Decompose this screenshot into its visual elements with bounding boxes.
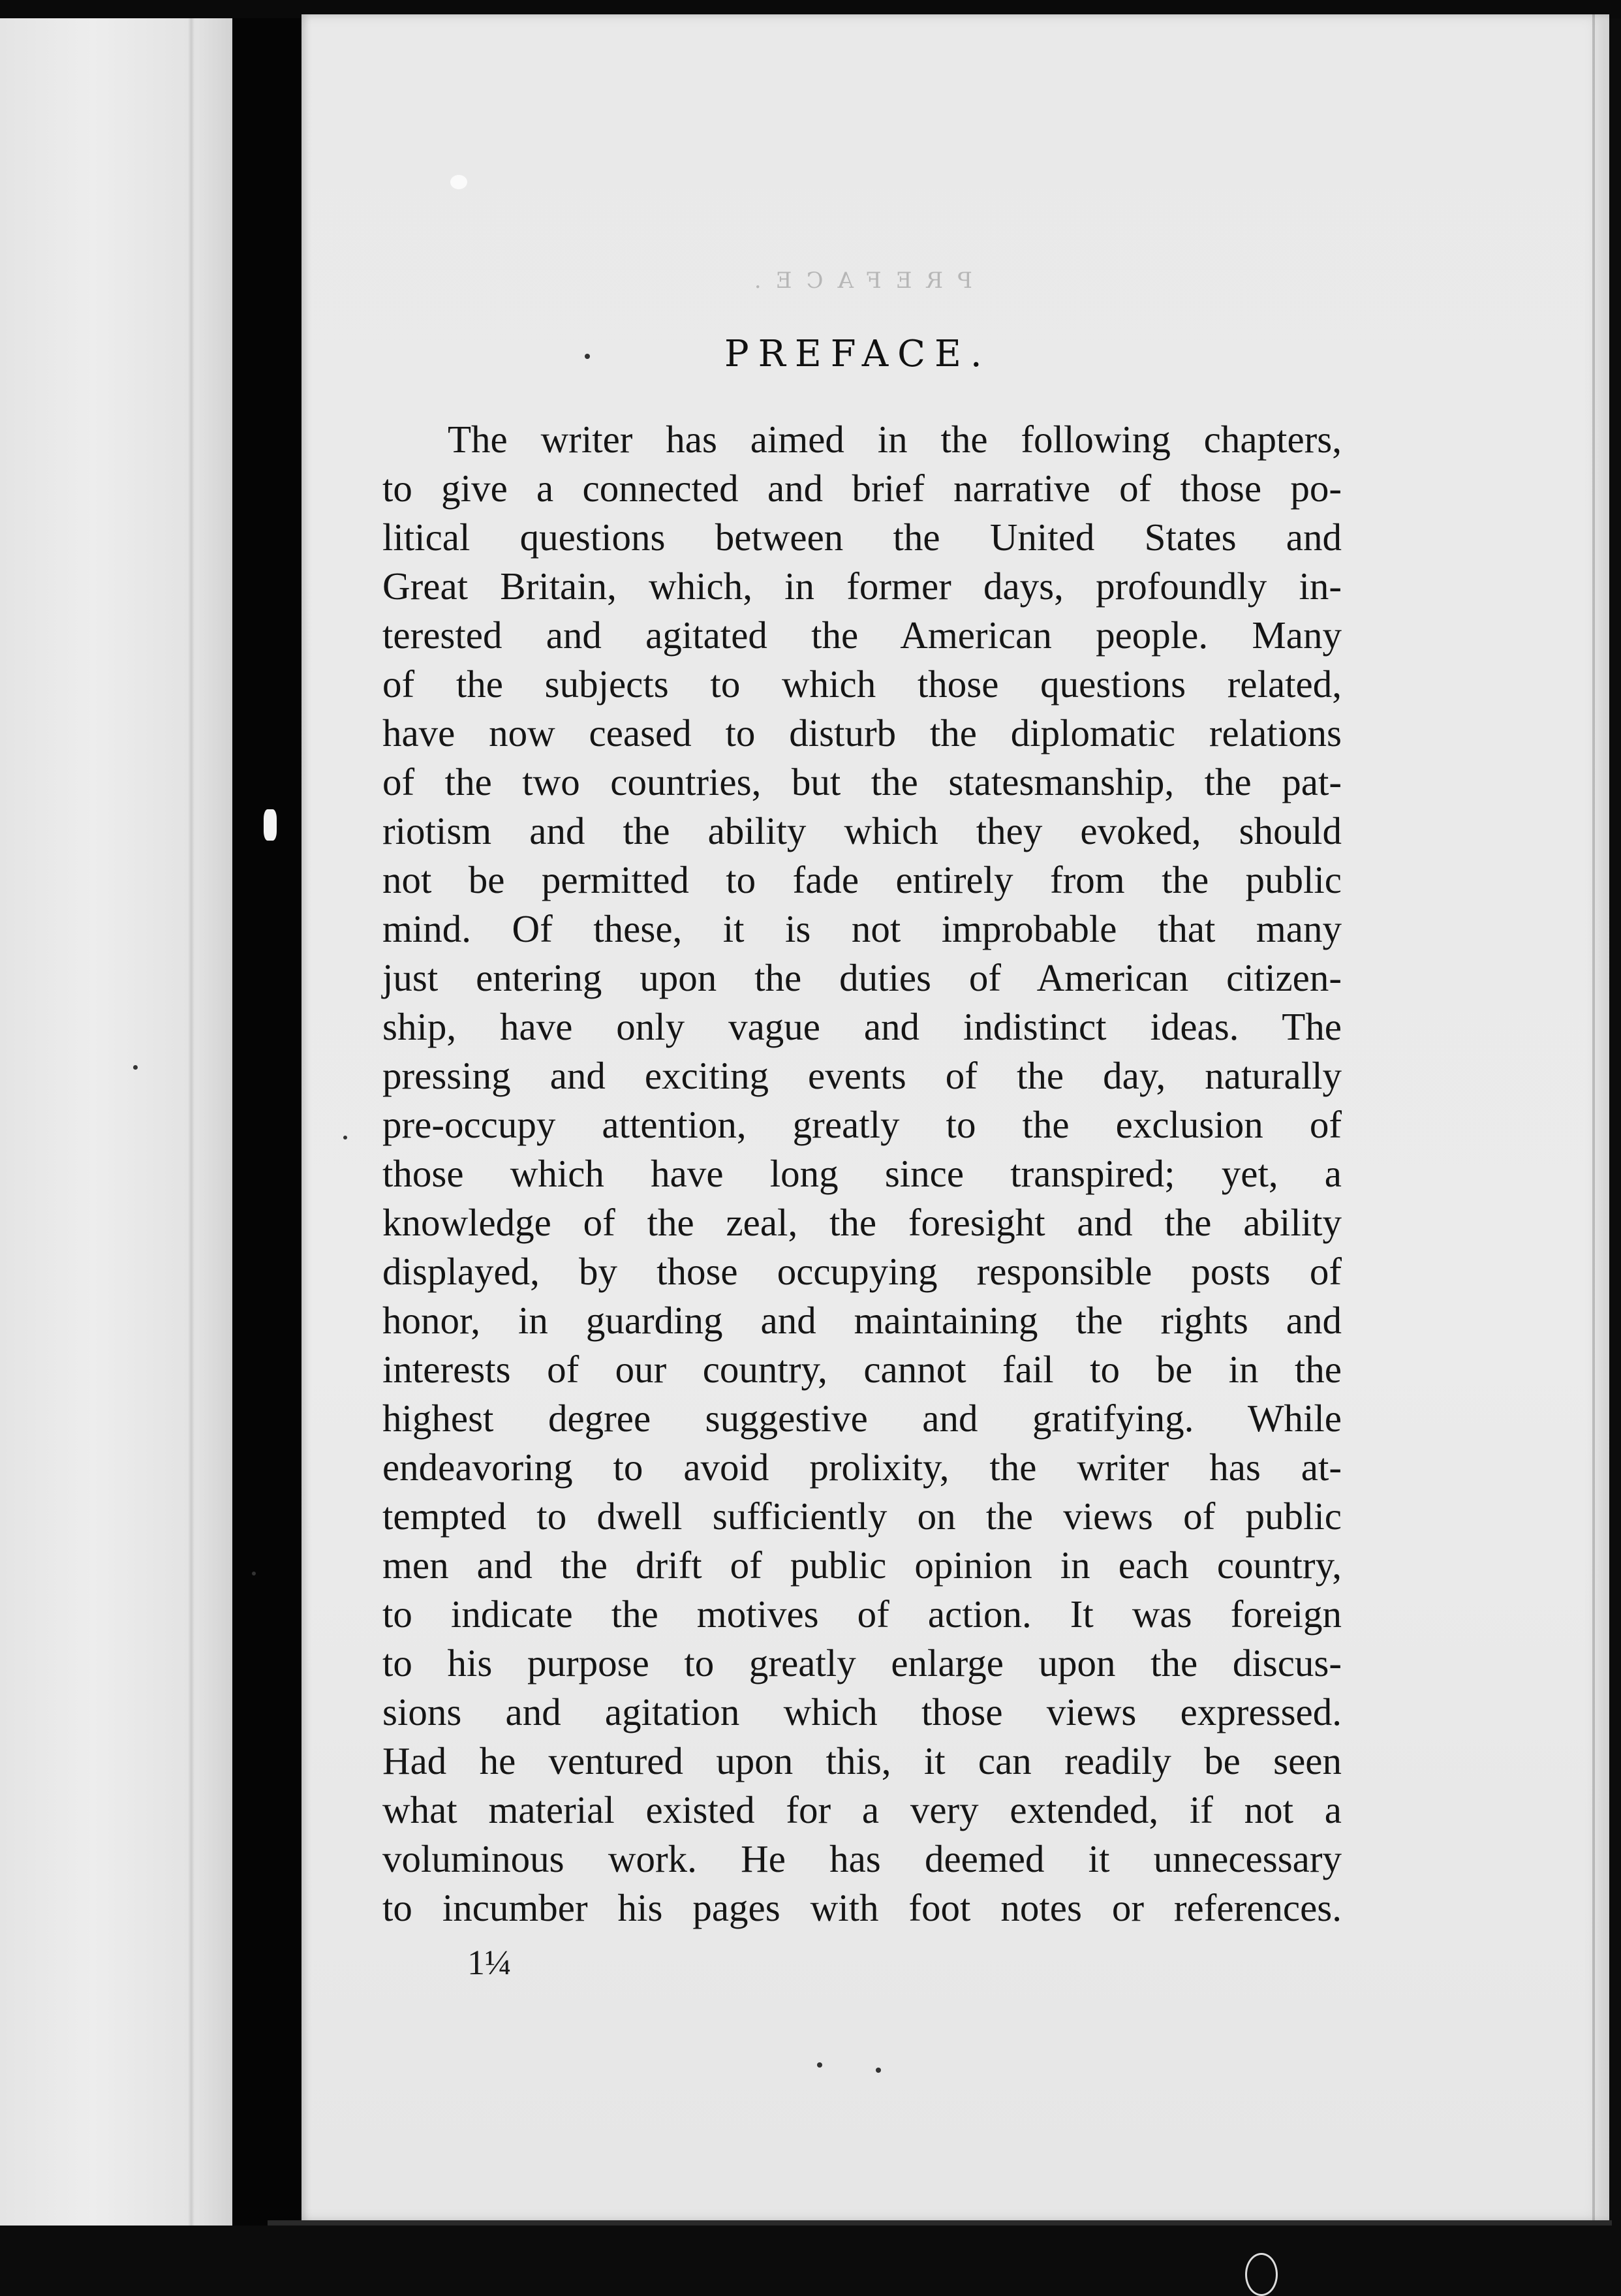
scan-bottom-border (0, 2226, 1621, 2271)
text-line: terested and agitated the American people. Many (382, 613, 1342, 657)
text-line: not be permitted to fade entirely from the public (382, 858, 1342, 901)
text-line: interests of our country, cannot fail to be in the (382, 1348, 1342, 1391)
text-line: riotism and the ability which they evoked, should (382, 809, 1342, 852)
text-line: pressing and exciting events of the day, naturally (382, 1054, 1342, 1097)
text-line: knowledge of the zeal, the foresight and the ability (382, 1201, 1342, 1244)
text-line: mind. Of these, it is not improbable that many (382, 907, 1342, 950)
facing-page-fold-line (188, 18, 194, 2228)
text-line: Great Britain, which, in former days, profoundly in- (382, 565, 1342, 608)
text-line: to incumber his pages with foot notes or references. (382, 1886, 1342, 1929)
text-line: pre-occupy attention, greatly to the exclusion of (382, 1103, 1342, 1146)
text-line: to his purpose to greatly enlarge upon the discus- (382, 1641, 1342, 1684)
text-line: voluminous work. He has deemed it unnecessary (382, 1837, 1342, 1880)
bleed-through-text: PREFACE. (739, 268, 972, 294)
speck (876, 2068, 881, 2073)
text-line: of the two countries, but the statesmanship, the pat- (382, 760, 1342, 803)
speck (343, 1136, 347, 1140)
text-line: to give a connected and brief narrative of those po- (382, 467, 1342, 510)
text-line: what material existed for a very extended, if not a (382, 1788, 1342, 1831)
text-line: endeavoring to avoid prolixity, the writer has at- (382, 1446, 1342, 1489)
speck (450, 175, 467, 189)
text-line: displayed, by those occupying responsible posts of (382, 1250, 1342, 1293)
text-line: have now ceased to disturb the diplomatic relations (382, 711, 1342, 754)
page-bottom-edge (268, 2220, 1612, 2226)
speck (817, 2062, 822, 2068)
preface-body (382, 415, 1342, 1932)
text-line: highest degree suggestive and gratifying. While (382, 1397, 1342, 1440)
speck (133, 1065, 138, 1070)
text-line: to indicate the motives of action. It was foreign (382, 1592, 1342, 1636)
text-line: Had he ventured upon this, it can readily be seen (382, 1739, 1342, 1782)
text-line: those which have long since transpired; yet, a (382, 1152, 1342, 1195)
text-line: men and the drift of public opinion in each country, (382, 1544, 1342, 1587)
book-gutter (232, 18, 304, 2271)
text-line: honor, in guarding and maintaining the rights and (382, 1299, 1342, 1342)
text-line: The writer has aimed in the following chapters, (448, 418, 1342, 461)
speck (1245, 2253, 1278, 2296)
facing-page-left (0, 18, 232, 2228)
speck (585, 354, 590, 359)
text-line: litical questions between the United States and (382, 516, 1342, 559)
speck (264, 809, 277, 841)
text-line: of the subjects to which those questions related, (382, 662, 1342, 706)
speck (252, 1572, 256, 1575)
page-right-edge (1592, 14, 1595, 2222)
text-line: just entering upon the duties of American citizen- (382, 956, 1342, 999)
text-line: tempted to dwell sufficiently on the views of public (382, 1495, 1342, 1538)
page-title: PREFACE. (724, 333, 991, 375)
signature-mark: 1¼ (467, 1943, 512, 1982)
text-line: sions and agitation which those views expressed. (382, 1690, 1342, 1733)
text-line: ship, have only vague and indistinct ideas. The (382, 1005, 1342, 1048)
